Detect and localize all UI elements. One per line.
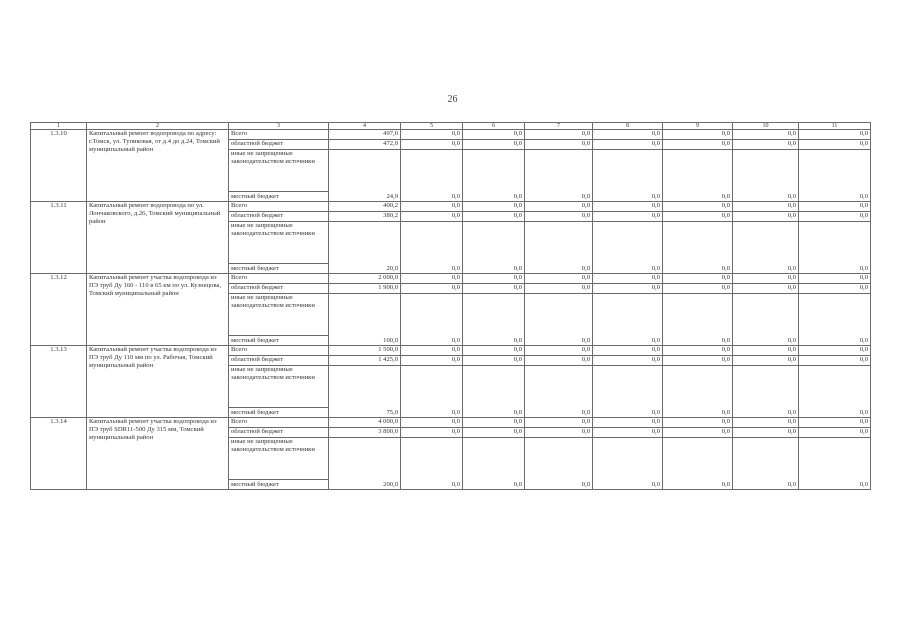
amount-cell: 0,0 xyxy=(663,140,733,150)
amount-cell: 0,0 xyxy=(799,264,871,274)
amount-cell: 0,0 xyxy=(463,480,525,490)
funding-source-label: местный бюджет xyxy=(229,192,329,202)
table-row xyxy=(31,202,871,212)
amount-cell: 0,0 xyxy=(401,480,463,490)
funding-source-label: областной бюджет xyxy=(229,356,329,366)
amount-cell: 0,0 xyxy=(593,428,663,438)
amount-cell: 0,0 xyxy=(401,274,463,284)
amount-cell: 0,0 xyxy=(799,346,871,356)
table-row xyxy=(31,274,871,284)
item-description: Капитальный ремонт участка водопровода из ПЭ труб SDR11-500 Ду 315 мм, Томский муниципальный район xyxy=(87,418,229,490)
amount-cell xyxy=(663,366,733,408)
item-description: Капитальный ремонт участка водопровода из ПЭ труб Ду 160 - 110 в 65 км по ул. Кузнецова, Томский муниципальный район xyxy=(87,274,229,346)
amount-cell xyxy=(525,222,593,264)
amount-cell: 0,0 xyxy=(463,212,525,222)
amount-cell xyxy=(525,294,593,336)
amount-cell: 75,0 xyxy=(329,408,401,418)
amount-cell xyxy=(733,294,799,336)
amount-cell: 0,0 xyxy=(463,202,525,212)
amount-cell: 0,0 xyxy=(401,284,463,294)
amount-cell: 0,0 xyxy=(799,130,871,140)
amount-cell: 0,0 xyxy=(733,192,799,202)
item-description: Капитальный ремонт участка водопровода из ПЭ труб Ду 110 мм по ул. Рабочая, Томский муниципальный район xyxy=(87,346,229,418)
amount-cell: 0,0 xyxy=(799,284,871,294)
amount-cell: 0,0 xyxy=(663,346,733,356)
amount-cell xyxy=(663,222,733,264)
column-number: 8 xyxy=(593,123,663,130)
amount-cell xyxy=(799,294,871,336)
funding-source-label: областной бюджет xyxy=(229,140,329,150)
amount-cell: 0,0 xyxy=(463,336,525,346)
amount-cell xyxy=(593,150,663,192)
amount-cell: 2 000,0 xyxy=(329,274,401,284)
amount-cell: 0,0 xyxy=(733,264,799,274)
amount-cell: 0,0 xyxy=(733,130,799,140)
amount-cell xyxy=(463,366,525,408)
amount-cell: 0,0 xyxy=(733,346,799,356)
amount-cell: 100,0 xyxy=(329,336,401,346)
amount-cell xyxy=(593,294,663,336)
amount-cell xyxy=(593,222,663,264)
funding-source-label: Всего xyxy=(229,130,329,140)
amount-cell: 24,9 xyxy=(329,192,401,202)
amount-cell: 0,0 xyxy=(733,284,799,294)
amount-cell xyxy=(329,438,401,480)
funding-source-label: Всего xyxy=(229,274,329,284)
funding-source-label: Всего xyxy=(229,346,329,356)
amount-cell: 0,0 xyxy=(593,346,663,356)
amount-cell xyxy=(401,366,463,408)
amount-cell: 0,0 xyxy=(401,140,463,150)
amount-cell xyxy=(401,150,463,192)
amount-cell: 0,0 xyxy=(799,192,871,202)
table-row xyxy=(31,130,871,140)
amount-cell xyxy=(401,222,463,264)
funding-source-label: иные не запрещенные законодательством источники xyxy=(229,366,329,408)
funding-source-label: областной бюджет xyxy=(229,212,329,222)
amount-cell: 0,0 xyxy=(593,356,663,366)
amount-cell: 0,0 xyxy=(463,192,525,202)
amount-cell: 0,0 xyxy=(525,284,593,294)
amount-cell: 0,0 xyxy=(663,212,733,222)
amount-cell: 0,0 xyxy=(663,336,733,346)
amount-cell xyxy=(401,438,463,480)
amount-cell xyxy=(663,294,733,336)
column-number: 1 xyxy=(31,123,87,130)
amount-cell xyxy=(401,294,463,336)
amount-cell: 0,0 xyxy=(593,130,663,140)
item-index: 1.3.14 xyxy=(31,418,87,490)
amount-cell xyxy=(525,150,593,192)
column-number: 11 xyxy=(799,123,871,130)
item-index: 1.3.10 xyxy=(31,130,87,202)
amount-cell xyxy=(799,150,871,192)
amount-cell: 0,0 xyxy=(463,428,525,438)
amount-cell xyxy=(463,150,525,192)
item-index: 1.3.13 xyxy=(31,346,87,418)
funding-source-label: местный бюджет xyxy=(229,264,329,274)
amount-cell: 0,0 xyxy=(733,212,799,222)
funding-source-label: Всего xyxy=(229,202,329,212)
amount-cell: 0,0 xyxy=(663,202,733,212)
item-description: Капитальный ремонт водопровода по ул. Лончаковского, д.26, Томский муниципальный район xyxy=(87,202,229,274)
amount-cell xyxy=(525,438,593,480)
column-number: 5 xyxy=(401,123,463,130)
amount-cell xyxy=(799,366,871,408)
amount-cell: 0,0 xyxy=(525,264,593,274)
amount-cell xyxy=(733,150,799,192)
amount-cell: 0,0 xyxy=(401,346,463,356)
amount-cell: 0,0 xyxy=(401,192,463,202)
amount-cell: 0,0 xyxy=(401,202,463,212)
amount-cell: 0,0 xyxy=(463,356,525,366)
amount-cell: 0,0 xyxy=(799,480,871,490)
amount-cell: 0,0 xyxy=(401,212,463,222)
amount-cell xyxy=(733,366,799,408)
amount-cell: 0,0 xyxy=(799,418,871,428)
amount-cell: 20,0 xyxy=(329,264,401,274)
amount-cell xyxy=(733,438,799,480)
amount-cell xyxy=(799,222,871,264)
amount-cell: 1 425,0 xyxy=(329,356,401,366)
item-index: 1.3.12 xyxy=(31,274,87,346)
amount-cell: 0,0 xyxy=(525,274,593,284)
amount-cell: 0,0 xyxy=(525,346,593,356)
amount-cell: 0,0 xyxy=(733,480,799,490)
amount-cell: 0,0 xyxy=(663,408,733,418)
funding-source-label: областной бюджет xyxy=(229,284,329,294)
amount-cell: 0,0 xyxy=(525,336,593,346)
amount-cell: 1 900,0 xyxy=(329,284,401,294)
amount-cell xyxy=(593,438,663,480)
amount-cell: 0,0 xyxy=(593,418,663,428)
amount-cell xyxy=(463,438,525,480)
amount-cell: 0,0 xyxy=(733,418,799,428)
amount-cell: 0,0 xyxy=(663,192,733,202)
amount-cell xyxy=(463,294,525,336)
amount-cell: 0,0 xyxy=(401,408,463,418)
amount-cell: 0,0 xyxy=(663,356,733,366)
amount-cell: 0,0 xyxy=(401,264,463,274)
amount-cell: 0,0 xyxy=(525,418,593,428)
table-row xyxy=(31,418,871,428)
budget-table xyxy=(30,122,871,490)
amount-cell: 0,0 xyxy=(401,418,463,428)
amount-cell: 0,0 xyxy=(401,336,463,346)
amount-cell: 0,0 xyxy=(663,428,733,438)
amount-cell: 0,0 xyxy=(463,408,525,418)
funding-source-label: иные не запрещенные законодательством источники xyxy=(229,294,329,336)
funding-source-label: областной бюджет xyxy=(229,428,329,438)
amount-cell: 0,0 xyxy=(799,336,871,346)
amount-cell: 0,0 xyxy=(463,284,525,294)
amount-cell: 0,0 xyxy=(525,356,593,366)
amount-cell: 0,0 xyxy=(593,408,663,418)
funding-source-label: иные не запрещенные законодательством источники xyxy=(229,438,329,480)
amount-cell: 0,0 xyxy=(463,346,525,356)
column-number: 2 xyxy=(87,123,229,130)
amount-cell xyxy=(463,222,525,264)
amount-cell: 0,0 xyxy=(401,356,463,366)
amount-cell: 0,0 xyxy=(525,480,593,490)
column-number: 6 xyxy=(463,123,525,130)
amount-cell xyxy=(329,150,401,192)
amount-cell: 0,0 xyxy=(733,202,799,212)
amount-cell xyxy=(525,366,593,408)
item-description: Капитальный ремонт водопровода по адресу: г.Томск, ул. Тупиковая, от д.4 до д.24, Томский муниципальный район xyxy=(87,130,229,202)
amount-cell: 0,0 xyxy=(663,274,733,284)
funding-source-label: местный бюджет xyxy=(229,408,329,418)
amount-cell xyxy=(329,294,401,336)
amount-cell: 0,0 xyxy=(799,428,871,438)
amount-cell: 0,0 xyxy=(593,284,663,294)
page-number: 26 xyxy=(447,94,458,105)
amount-cell: 0,0 xyxy=(593,140,663,150)
amount-cell: 0,0 xyxy=(733,336,799,346)
amount-cell: 0,0 xyxy=(663,130,733,140)
amount-cell: 0,0 xyxy=(525,408,593,418)
amount-cell: 0,0 xyxy=(799,212,871,222)
amount-cell: 0,0 xyxy=(593,336,663,346)
column-number: 4 xyxy=(329,123,401,130)
amount-cell xyxy=(663,150,733,192)
amount-cell: 0,0 xyxy=(593,264,663,274)
amount-cell: 0,0 xyxy=(463,130,525,140)
amount-cell: 380,2 xyxy=(329,212,401,222)
column-number: 3 xyxy=(229,123,329,130)
amount-cell: 0,0 xyxy=(799,356,871,366)
amount-cell: 1 500,0 xyxy=(329,346,401,356)
funding-source-label: местный бюджет xyxy=(229,336,329,346)
amount-cell xyxy=(593,366,663,408)
amount-cell: 0,0 xyxy=(525,192,593,202)
amount-cell: 497,0 xyxy=(329,130,401,140)
amount-cell xyxy=(733,222,799,264)
table-row xyxy=(31,346,871,356)
amount-cell: 0,0 xyxy=(593,212,663,222)
amount-cell: 0,0 xyxy=(799,408,871,418)
amount-cell: 0,0 xyxy=(733,408,799,418)
amount-cell: 0,0 xyxy=(663,264,733,274)
amount-cell: 0,0 xyxy=(463,140,525,150)
amount-cell xyxy=(799,438,871,480)
amount-cell: 0,0 xyxy=(463,264,525,274)
amount-cell xyxy=(329,222,401,264)
amount-cell: 0,0 xyxy=(663,480,733,490)
column-number: 10 xyxy=(733,123,799,130)
amount-cell: 0,0 xyxy=(593,480,663,490)
amount-cell: 0,0 xyxy=(525,212,593,222)
amount-cell xyxy=(329,366,401,408)
amount-cell: 0,0 xyxy=(401,428,463,438)
table-body xyxy=(31,130,871,490)
amount-cell: 0,0 xyxy=(733,428,799,438)
amount-cell: 0,0 xyxy=(733,140,799,150)
amount-cell: 0,0 xyxy=(733,274,799,284)
column-number: 7 xyxy=(525,123,593,130)
amount-cell: 0,0 xyxy=(463,274,525,284)
amount-cell xyxy=(663,438,733,480)
amount-cell: 3 800,0 xyxy=(329,428,401,438)
amount-cell: 0,0 xyxy=(525,428,593,438)
column-number-row xyxy=(31,123,871,130)
amount-cell: 0,0 xyxy=(525,202,593,212)
amount-cell: 0,0 xyxy=(401,130,463,140)
amount-cell: 0,0 xyxy=(463,418,525,428)
amount-cell: 0,0 xyxy=(593,274,663,284)
amount-cell: 472,0 xyxy=(329,140,401,150)
amount-cell: 4 000,0 xyxy=(329,418,401,428)
funding-source-label: иные не запрещенные законодательством источники xyxy=(229,222,329,264)
amount-cell: 0,0 xyxy=(799,202,871,212)
funding-source-label: иные не запрещенные законодательством источники xyxy=(229,150,329,192)
amount-cell: 0,0 xyxy=(663,284,733,294)
amount-cell: 0,0 xyxy=(525,130,593,140)
item-index: 1.3.11 xyxy=(31,202,87,274)
amount-cell: 0,0 xyxy=(593,192,663,202)
amount-cell: 0,0 xyxy=(525,140,593,150)
amount-cell: 400,2 xyxy=(329,202,401,212)
funding-source-label: местный бюджет xyxy=(229,480,329,490)
amount-cell: 200,0 xyxy=(329,480,401,490)
amount-cell: 0,0 xyxy=(593,202,663,212)
column-number: 9 xyxy=(663,123,733,130)
amount-cell: 0,0 xyxy=(799,274,871,284)
amount-cell: 0,0 xyxy=(733,356,799,366)
amount-cell: 0,0 xyxy=(799,140,871,150)
amount-cell: 0,0 xyxy=(663,418,733,428)
funding-source-label: Всего xyxy=(229,418,329,428)
